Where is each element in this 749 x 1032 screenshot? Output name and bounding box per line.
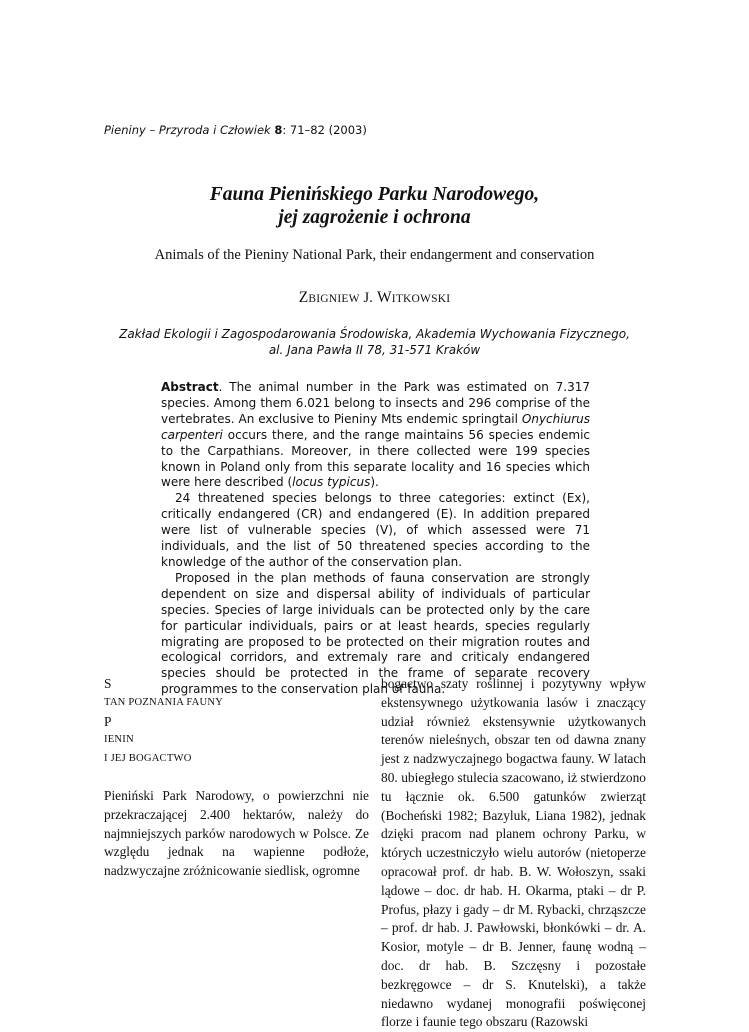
- heading-rest-1: TAN POZNANIA FAUNY: [104, 696, 224, 708]
- affiliation: [0, 326, 749, 358]
- english-title: Animals of the Pieniny National Park, their endangerment and conservation: [154, 247, 595, 263]
- journal-volume: 8: [274, 123, 283, 137]
- abstract-paragraph-1: [161, 380, 590, 491]
- author-last-initial: W: [376, 289, 392, 306]
- author-first-rest: BIGNIEW: [308, 293, 360, 305]
- body-paragraph-continued: bogactwo szaty roślinnej i pozytywny wpływ ekstensywnego użytkowania lasów i znaczący udział również ekstensywnie użytkowanych terenów nieleśnych, obszar ten od dawna znany jest z nadzwyczajnego bogactwa fauny. W latach 80. ubiegłego stulecia szacowano, iż stwierdzono tu łącznie ok. 6.500 gatunków zwierząt (Bocheński 1982; Bazyluk, Liana 1982), jednak dzięki pracom nad planem ochrony Parku, w których uczestniczyło wielu autorów (nietoperze opracował prof. dr hab. B. W. Wołoszyn, ssaki lądowe – doc. dr hab. H. Okarma, ptaki – dr P. Profus, płazy i gady – dr M. Rybacki, chrząszcze – prof. dr hab. J. Pawłowski, błonkówki – dr. A. Kosior, motyle – dr B. Jenner, faunę wodną – doc. dr hab. B. Szczęsny i pozostałe bezkręgowce – dr S. Knutelski), a także niedawno wydanej monografii poświęconej florze i faunie tego obszaru (Razowski: [381, 676, 646, 1030]
- article-title: [0, 183, 749, 229]
- title-line-1: Fauna Pienińskiego Parku Narodowego,: [209, 184, 540, 205]
- affiliation-line-2: al. Jana Pawła II 78, 31-571 Kraków: [268, 343, 481, 357]
- affiliation-line-1: Zakład Ekologii i Zagospodarowania Środowiska, Akademia Wychowania Fizycznego,: [119, 327, 630, 341]
- author-last-rest: ITKOWSKI: [391, 293, 451, 305]
- body-paragraph: Pieniński Park Narodowy, o powierzchni nie przekraczającej 2.400 hektarów, należy do najmniejszych parków narodowych w Polsce. Ze względu jednak na wapienne podłoże, nadzwyczajne zróżnicowanie siedlisk, ogromne: [104, 787, 369, 879]
- running-header: [104, 123, 367, 137]
- journal-name: Pieniny – Przyroda i Człowiek: [104, 123, 271, 137]
- section-heading-line-1: [104, 675, 369, 750]
- abstract-label: Abstract: [161, 380, 219, 394]
- abstract-text-c: ).: [370, 475, 379, 490]
- journal-pages: : 71–82 (2003): [282, 123, 367, 137]
- section-heading-line-2: I JEJ BOGACTWO: [104, 753, 192, 765]
- heading-cap-2: P: [104, 713, 112, 729]
- abstract-paragraph-2: 24 threatened species belongs to three categories: extinct (Ex), critically endangered (CR) and endangered (E). In addition prepared were list of vulnerable species (V), of which assessed were 71 individuals, and the list of 50 threatened species according to the knowledge of the author of the conservation plan.: [161, 491, 590, 569]
- author-name: [0, 289, 749, 308]
- heading-cap-1: S: [104, 676, 112, 691]
- abstract-text-b: occurs there, and the range maintains 56 species endemic to the Carpathians. Moreover, in there collected were 199 species known in Poland only from this separate locality and 16 species which were here described (: [161, 427, 590, 490]
- abstract-text-a: . The animal number in the Park was estimated on 7.317 species. Among them 6.021 belong to insects and 296 comprise of the vertebrates. An exclusive to Pieniny Mts endemic springtail: [161, 380, 590, 426]
- author-first-initial: Z: [298, 289, 309, 306]
- author-middle: J.: [359, 290, 377, 306]
- title-line-2: jej zagrożenie i ochrona: [278, 207, 471, 228]
- body-column-left: [104, 675, 369, 881]
- body-column-right: [381, 675, 646, 1032]
- abstract-paragraph-3: Proposed in the plan methods of fauna conservation are strongly dependent on size and dispersal ability of individuals of particular species. Species of large inividuals can be protected only by the care for particular individuals, pairs or at least heards, species regularly migrating are proposed to be protected on their migration routes and ecological corridors, and extremaly rare and criticaly endangered species should be protected in the frame of separate recovery programmes to the conservation plan of fauna.: [161, 570, 590, 697]
- heading-rest-2: IENIN: [104, 734, 134, 746]
- abstract: [161, 380, 590, 698]
- locus-typicus: locus typicus: [292, 475, 371, 490]
- species-name: Onychiurus carpenteri: [161, 411, 590, 442]
- section-heading: [104, 675, 369, 769]
